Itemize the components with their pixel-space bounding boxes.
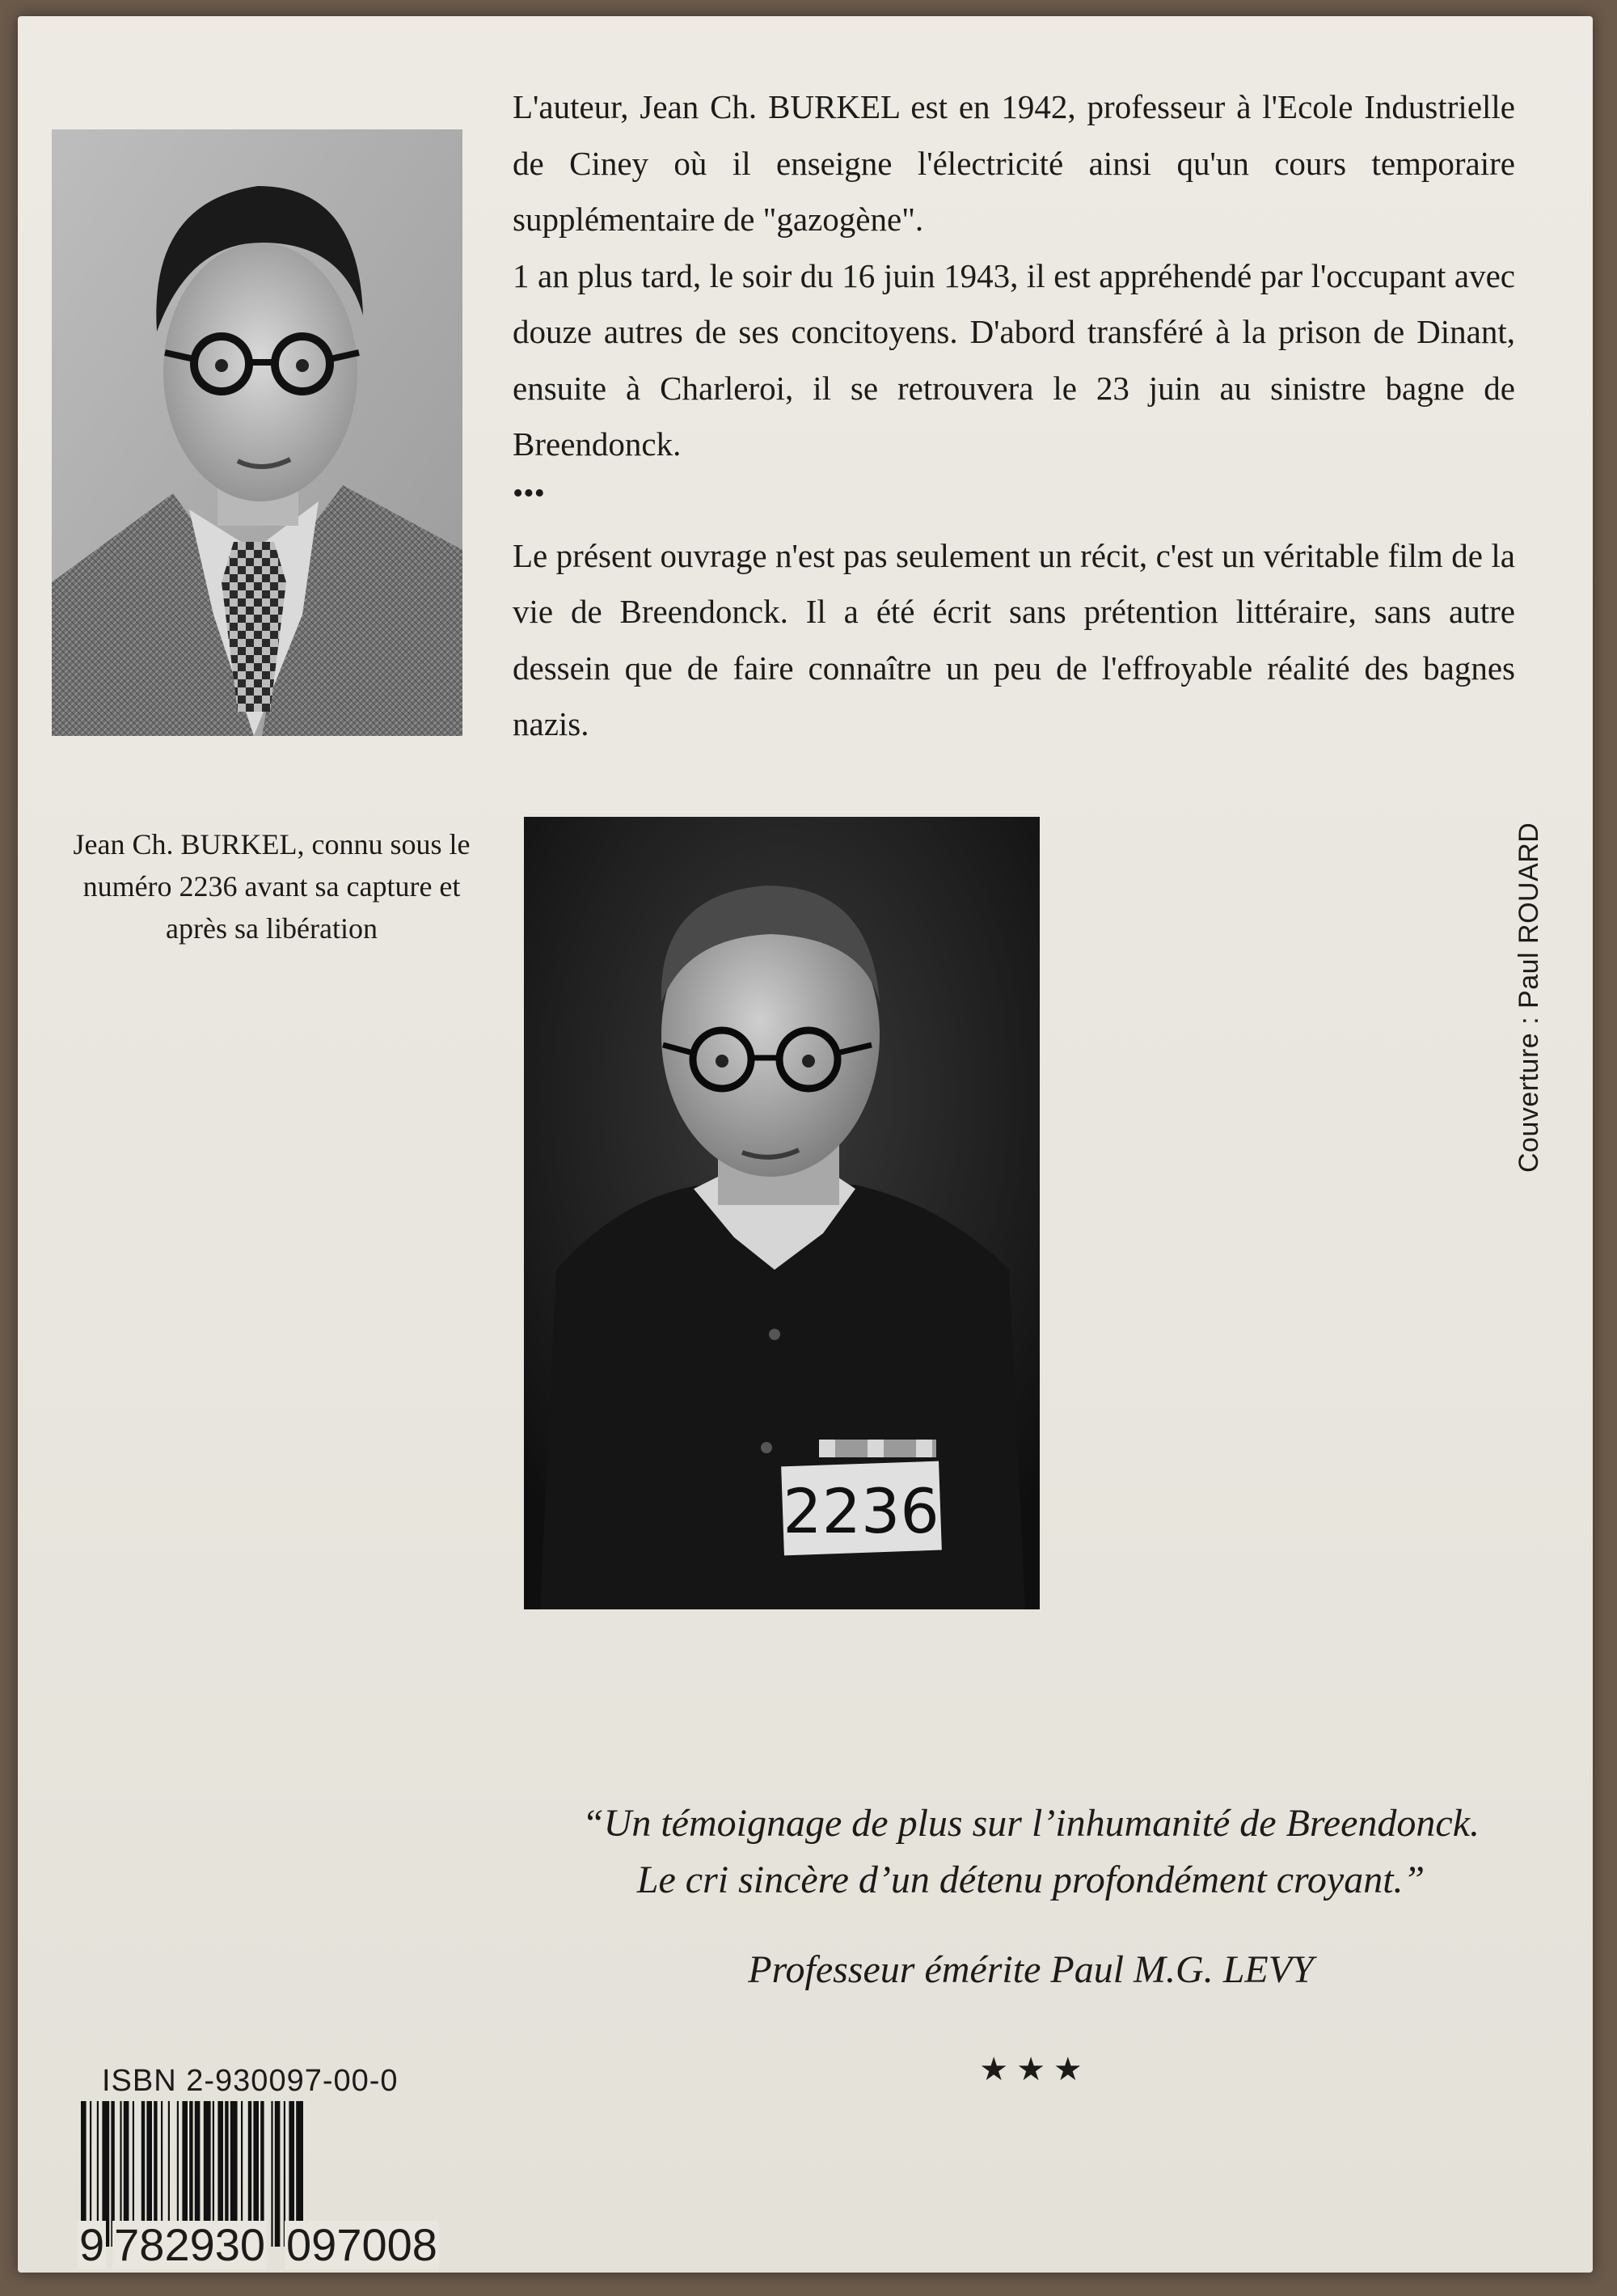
intro-paragraph-2: 1 an plus tard, le soir du 16 juin 1943, il est appréhendé par l'occupant avec douze autres de ses concitoyens. D'abord transféré à la prison de Dinant, ensuite à Charleroi, il se retrouvera le 23 juin au sinistre bagne de Breendonck. xyxy=(513,256,1515,463)
testimonial-quote xyxy=(517,1795,1544,1909)
quote-attribution: Professeur émérite Paul M.G. LEVY xyxy=(748,1948,1314,1991)
barcode-digit-prefix: 9 xyxy=(79,2219,105,2270)
star-ornament: ★★★ xyxy=(979,2051,1091,2087)
prisoner-portrait-image xyxy=(524,817,1040,1609)
barcode-digit-group-2: 097008 xyxy=(286,2219,437,2270)
barcode-number xyxy=(78,2188,450,2269)
introduction-text xyxy=(513,79,1515,753)
author-portrait-photo xyxy=(52,129,462,736)
quote-line-1: “Un témoignage de plus sur l’inhumanité de Breendonck. xyxy=(581,1802,1480,1845)
quote-line-2: Le cri sincère d’un détenu profondément croyant.” xyxy=(636,1858,1425,1901)
intro-paragraph-3: Le présent ouvrage n'est pas seulement un récit, c'est un véritable film de la vie de Breendonck. Il a été écrit sans prétention littéraire, sans autre dessein que de faire connaître un peu de l'effroyable réalité des bagnes nazis. xyxy=(513,536,1515,742)
paragraph-separator: ••• xyxy=(513,476,545,510)
barcode-digit-group-1: 782930 xyxy=(114,2219,266,2270)
prisoner-number-tag: 2236 xyxy=(783,1475,939,1547)
photo-caption: Jean Ch. BURKEL, connu sous le numéro 2236 avant sa capture et après sa libération xyxy=(73,828,471,945)
author-portrait-image xyxy=(52,129,462,736)
intro-paragraph-1: L'auteur, Jean Ch. BURKEL est en 1942, professeur à l'Ecole Industrielle de Ciney où il enseigne l'électricité ainsi qu'un cours temporaire supplémentaire de "gazogène". xyxy=(513,88,1515,238)
prisoner-portrait-photo xyxy=(524,817,1040,1609)
cover-credit: Couverture : Paul ROUARD xyxy=(1514,822,1544,1173)
isbn-label: ISBN 2-930097-00-0 xyxy=(102,2064,399,2098)
